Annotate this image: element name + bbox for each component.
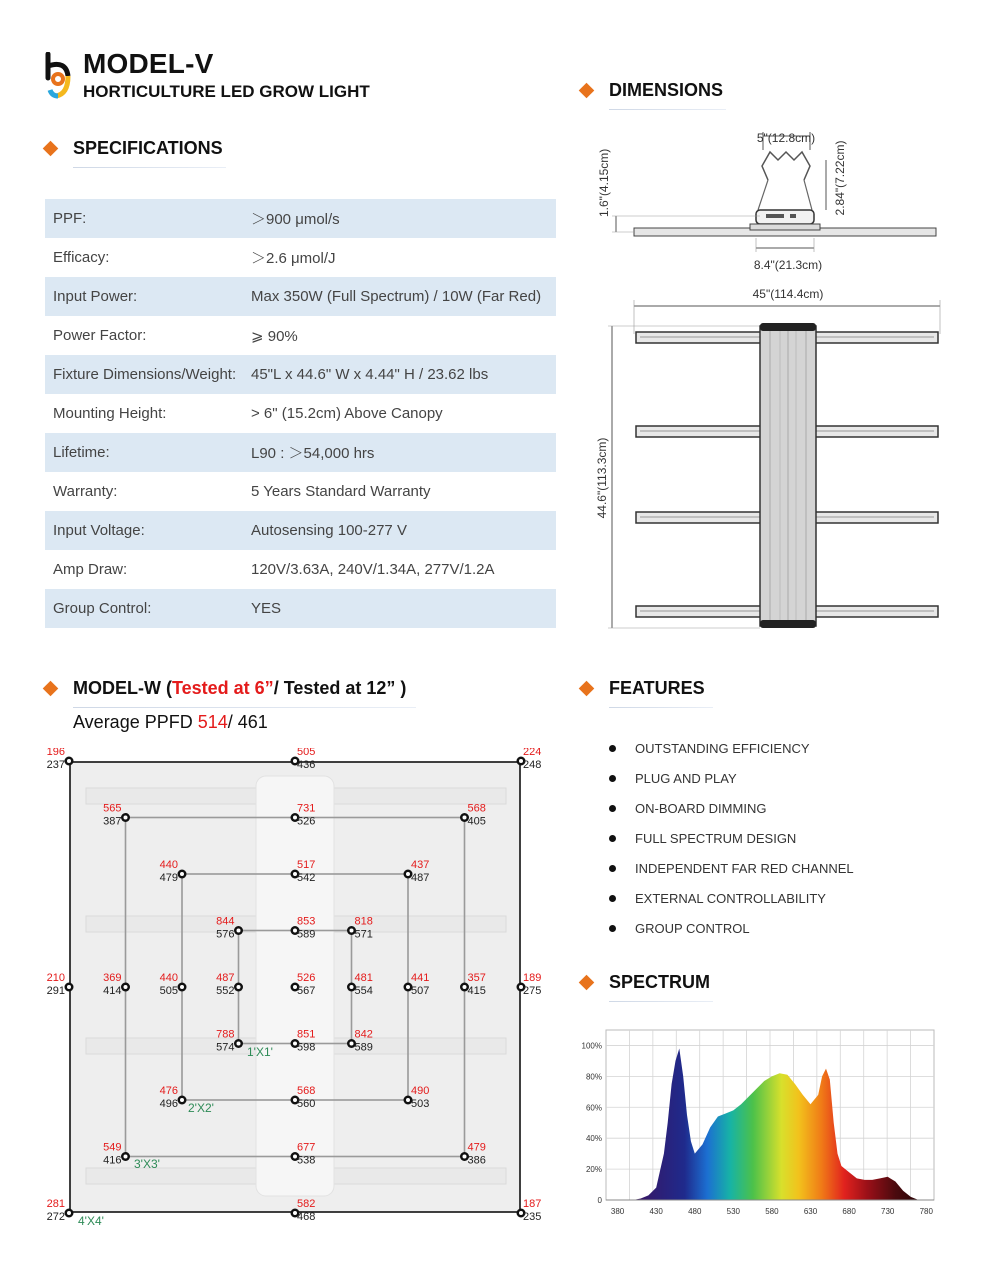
diamond-bullet-icon <box>579 975 595 991</box>
grid-label-1x1: 1'X1' <box>247 1045 273 1059</box>
ppfd-value-12in: 542 <box>297 872 316 884</box>
table-row <box>45 433 556 472</box>
x-tick-label: 480 <box>688 1207 702 1216</box>
list-item <box>606 763 854 793</box>
ppfd-value-6in: 487 <box>216 972 235 984</box>
feature-label: GROUP CONTROL <box>635 920 750 936</box>
ppfd-value-6in: 788 <box>216 1028 235 1041</box>
ppfd-value-6in: 490 <box>411 1085 430 1097</box>
ppfd-value-6in: 440 <box>159 972 178 984</box>
ppfd-value-12in: 415 <box>467 985 486 997</box>
heading-underline <box>609 707 713 708</box>
table-row <box>45 394 556 433</box>
diamond-bullet-icon <box>43 681 59 697</box>
ppfd-value-12in: 505 <box>159 985 178 997</box>
ppfd-value-6in: 582 <box>297 1198 316 1210</box>
bullet-dot-icon <box>609 835 616 842</box>
ppfd-value-12in: 598 <box>297 1041 316 1054</box>
bullet-dot-icon <box>609 805 616 812</box>
dim-top-width: 5"(12.8cm) <box>756 131 816 145</box>
ppfd-value-12in: 567 <box>297 985 316 997</box>
spec-value: ＞2.6 μmol/J <box>251 250 336 267</box>
ppfd-value-6in: 568 <box>467 802 486 815</box>
ppfd-value-6in: 844 <box>216 915 235 928</box>
ppfd-value-12in: 414 <box>103 985 122 997</box>
ppfd-value-12in: 571 <box>354 928 373 941</box>
heading-underline <box>73 707 416 708</box>
average-ppfd <box>73 712 268 733</box>
spec-label: PPF: <box>45 199 243 238</box>
list-item <box>606 913 854 943</box>
heading-underline <box>73 167 226 168</box>
ppfd-title-prefix: MODEL-W ( <box>73 678 172 698</box>
spectrum-heading-label: SPECTRUM <box>609 972 711 992</box>
ppfd-value-12in: 560 <box>297 1098 316 1110</box>
bullet-dot-icon <box>609 925 616 932</box>
dim-width: 44.6"(113.3cm) <box>595 437 609 519</box>
ppfd-value-12in: 507 <box>411 985 430 997</box>
bullet-dot-icon <box>609 865 616 872</box>
ppfd-value-12in: 405 <box>467 815 486 828</box>
grid-label-3x3: 3'X3' <box>134 1157 160 1171</box>
spec-label: Input Power: <box>45 277 243 316</box>
table-row <box>45 550 556 589</box>
ppfd-value-6in: 517 <box>297 859 316 871</box>
ppfd-value-6in: 526 <box>297 972 316 984</box>
x-tick-label: 730 <box>881 1207 895 1216</box>
ppfd-value-12in: 496 <box>159 1098 178 1110</box>
ppfd-value-12in: 503 <box>411 1098 430 1110</box>
spec-value: YES <box>243 589 556 628</box>
feature-label: FULL SPECTRUM DESIGN <box>635 830 797 846</box>
ppfd-value-6in: 505 <box>297 748 316 758</box>
feature-label: OUTSTANDING EFFICIENCY <box>635 740 810 756</box>
ppfd-value-12in: 387 <box>103 815 122 828</box>
y-tick-label: 20% <box>585 1165 602 1175</box>
ppfd-value-6in: 568 <box>297 1085 316 1097</box>
feature-label: INDEPENDENT FAR RED CHANNEL <box>635 860 854 876</box>
features-list <box>606 733 854 943</box>
dim-right-height: 2.84"(7.22cm) <box>833 140 847 216</box>
specifications-heading <box>45 138 223 159</box>
ppfd-value-6in: 479 <box>467 1141 486 1154</box>
ppfd-map <box>40 748 560 1234</box>
ppfd-value-6in: 357 <box>467 972 486 984</box>
ppfd-value-6in: 677 <box>297 1141 316 1154</box>
spec-label: Power Factor: <box>53 327 147 344</box>
bullet-dot-icon <box>609 775 616 782</box>
spec-value: 120V/3.63A, 240V/1.34A, 277V/1.2A <box>251 561 495 578</box>
dimensions-heading <box>581 80 723 101</box>
ppfd-value-6in: 437 <box>411 859 430 871</box>
ppfd-value-6in: 565 <box>103 802 122 815</box>
ppfd-value-12in: 248 <box>523 759 542 771</box>
dim-length: 45"(114.4cm) <box>752 287 824 301</box>
table-row <box>45 277 556 316</box>
spec-label: Fixture Dimensions/Weight: <box>45 355 243 394</box>
dim-left-height: 1.6"(4.15cm) <box>597 148 611 217</box>
ppfd-value-6in: 818 <box>354 915 373 928</box>
spec-label: Lifetime: <box>45 433 243 472</box>
ppfd-value-12in: 526 <box>297 815 316 828</box>
spec-value: ＞900 μmol/s <box>243 199 556 238</box>
features-heading <box>581 678 705 699</box>
ppfd-value-12in: 275 <box>523 985 542 997</box>
ppfd-value-6in: 440 <box>159 859 178 871</box>
spec-value: ⩾ 90% <box>251 327 298 345</box>
ppfd-value-12in: 487 <box>411 872 430 884</box>
diamond-bullet-icon <box>579 83 595 99</box>
x-tick-label: 430 <box>649 1207 663 1216</box>
spec-label: Mounting Height: <box>53 405 167 422</box>
ppfd-value-12in: 552 <box>216 985 235 997</box>
average-ppfd-label: Average PPFD <box>73 712 198 732</box>
spec-label: Group Control: <box>45 589 243 628</box>
ppfd-heading <box>45 678 406 699</box>
ppfd-value-6in: 210 <box>46 972 65 984</box>
ppfd-value-12in: 468 <box>297 1211 316 1223</box>
ppfd-value-12in: 589 <box>354 1041 373 1054</box>
y-tick-label: 60% <box>585 1103 602 1113</box>
specifications-heading-label: SPECIFICATIONS <box>73 138 223 158</box>
table-row <box>45 589 556 628</box>
list-item <box>606 823 854 853</box>
table-row <box>45 355 556 394</box>
x-tick-label: 380 <box>610 1207 625 1216</box>
ppfd-value-6in: 224 <box>523 748 542 758</box>
table-row <box>45 199 556 238</box>
ppfd-title-suffix: / Tested at 12” ) <box>273 678 407 698</box>
ppfd-value-6in: 189 <box>523 972 542 984</box>
dimensions-heading-label: DIMENSIONS <box>609 80 724 100</box>
page-subtitle: HORTICULTURE LED GROW LIGHT <box>83 82 370 101</box>
y-tick-label: 40% <box>585 1134 602 1144</box>
diamond-bullet-icon <box>43 141 59 157</box>
spec-value: > 6" (15.2cm) Above Canopy <box>251 405 443 422</box>
ppfd-value-6in: 731 <box>297 802 316 815</box>
ppfd-value-6in: 281 <box>46 1198 65 1210</box>
ppfd-value-6in: 196 <box>46 748 65 758</box>
bullet-dot-icon <box>609 895 616 902</box>
spec-label: Input Voltage: <box>45 511 243 550</box>
dim-bottom-width: 8.4"(21.3cm) <box>753 258 823 272</box>
ppfd-value-12in: 416 <box>103 1154 122 1167</box>
list-item <box>606 793 854 823</box>
specifications-table <box>45 199 556 628</box>
grid-label-2x2: 2'X2' <box>188 1101 214 1115</box>
feature-label: EXTERNAL CONTROLLABILITY <box>635 890 826 906</box>
list-item <box>606 733 854 763</box>
ppfd-value-6in: 842 <box>354 1028 373 1041</box>
features-heading-label: FEATURES <box>609 678 705 698</box>
ppfd-value-12in: 436 <box>297 759 316 771</box>
ppfd-value-12in: 538 <box>297 1154 316 1167</box>
side-view-drawing <box>612 132 936 252</box>
ppfd-value-6in: 549 <box>103 1141 122 1154</box>
ppfd-title-red: Tested at 6” <box>171 678 274 698</box>
spectrum-chart <box>572 1022 942 1226</box>
top-view-drawing <box>608 300 940 628</box>
ppfd-value-6in: 441 <box>411 972 430 984</box>
list-item <box>606 853 854 883</box>
spec-value: L90 : ＞54,000 hrs <box>243 433 556 472</box>
y-tick-label: 100% <box>581 1041 602 1051</box>
list-item <box>606 883 854 913</box>
dimensions-diagram <box>590 120 960 640</box>
x-tick-label: 680 <box>842 1207 856 1216</box>
ppfd-value-6in: 476 <box>159 1085 178 1097</box>
spec-label: Warranty: <box>53 483 118 500</box>
feature-label: PLUG AND PLAY <box>635 770 737 786</box>
ppfd-value-6in: 851 <box>297 1028 316 1041</box>
spec-value: 45"L x 44.6" W x 4.44" H / 23.62 lbs <box>243 355 556 394</box>
spectrum-heading <box>581 972 710 993</box>
spec-value: Max 350W (Full Spectrum) / 10W (Far Red) <box>243 277 556 316</box>
brand-logo-icon <box>44 52 74 100</box>
ppfd-value-12in: 589 <box>297 928 316 941</box>
bullet-dot-icon <box>609 745 616 752</box>
grid-label-4x4: 4'X4' <box>78 1214 104 1228</box>
table-row <box>45 316 556 355</box>
ppfd-value-12in: 235 <box>523 1211 542 1223</box>
x-tick-label: 530 <box>726 1207 741 1216</box>
ppfd-value-12in: 386 <box>467 1154 486 1167</box>
page-title: MODEL-V <box>83 48 214 79</box>
x-tick-label: 780 <box>919 1207 933 1216</box>
table-row <box>45 511 556 550</box>
table-row <box>45 472 556 511</box>
spec-value: Autosensing 100-277 V <box>243 511 556 550</box>
ppfd-value-12in: 576 <box>216 928 235 941</box>
y-tick-label: 80% <box>585 1072 602 1082</box>
ppfd-value-12in: 554 <box>354 985 373 997</box>
ppfd-value-12in: 237 <box>46 759 65 771</box>
average-ppfd-6in: 514 <box>197 712 228 732</box>
diamond-bullet-icon <box>579 681 595 697</box>
ppfd-value-12in: 272 <box>46 1211 65 1223</box>
y-tick-label: 0 <box>597 1196 602 1205</box>
ppfd-value-6in: 369 <box>103 972 122 984</box>
heading-underline <box>609 109 726 110</box>
ppfd-value-6in: 187 <box>523 1198 542 1210</box>
spec-label: Efficacy: <box>53 249 110 266</box>
ppfd-value-12in: 574 <box>216 1041 235 1054</box>
x-tick-label: 580 <box>765 1207 779 1216</box>
ppfd-value-12in: 291 <box>46 985 65 997</box>
ppfd-value-12in: 479 <box>159 872 178 884</box>
average-ppfd-12in: / 461 <box>227 712 268 732</box>
ppfd-value-6in: 481 <box>354 972 373 984</box>
x-tick-label: 630 <box>803 1207 818 1216</box>
heading-underline <box>609 1001 713 1002</box>
ppfd-value-6in: 853 <box>297 915 316 928</box>
feature-label: ON-BOARD DIMMING <box>635 800 767 816</box>
spec-label: Amp Draw: <box>53 561 128 578</box>
spec-value: 5 Years Standard Warranty <box>251 483 431 500</box>
table-row <box>45 238 556 277</box>
